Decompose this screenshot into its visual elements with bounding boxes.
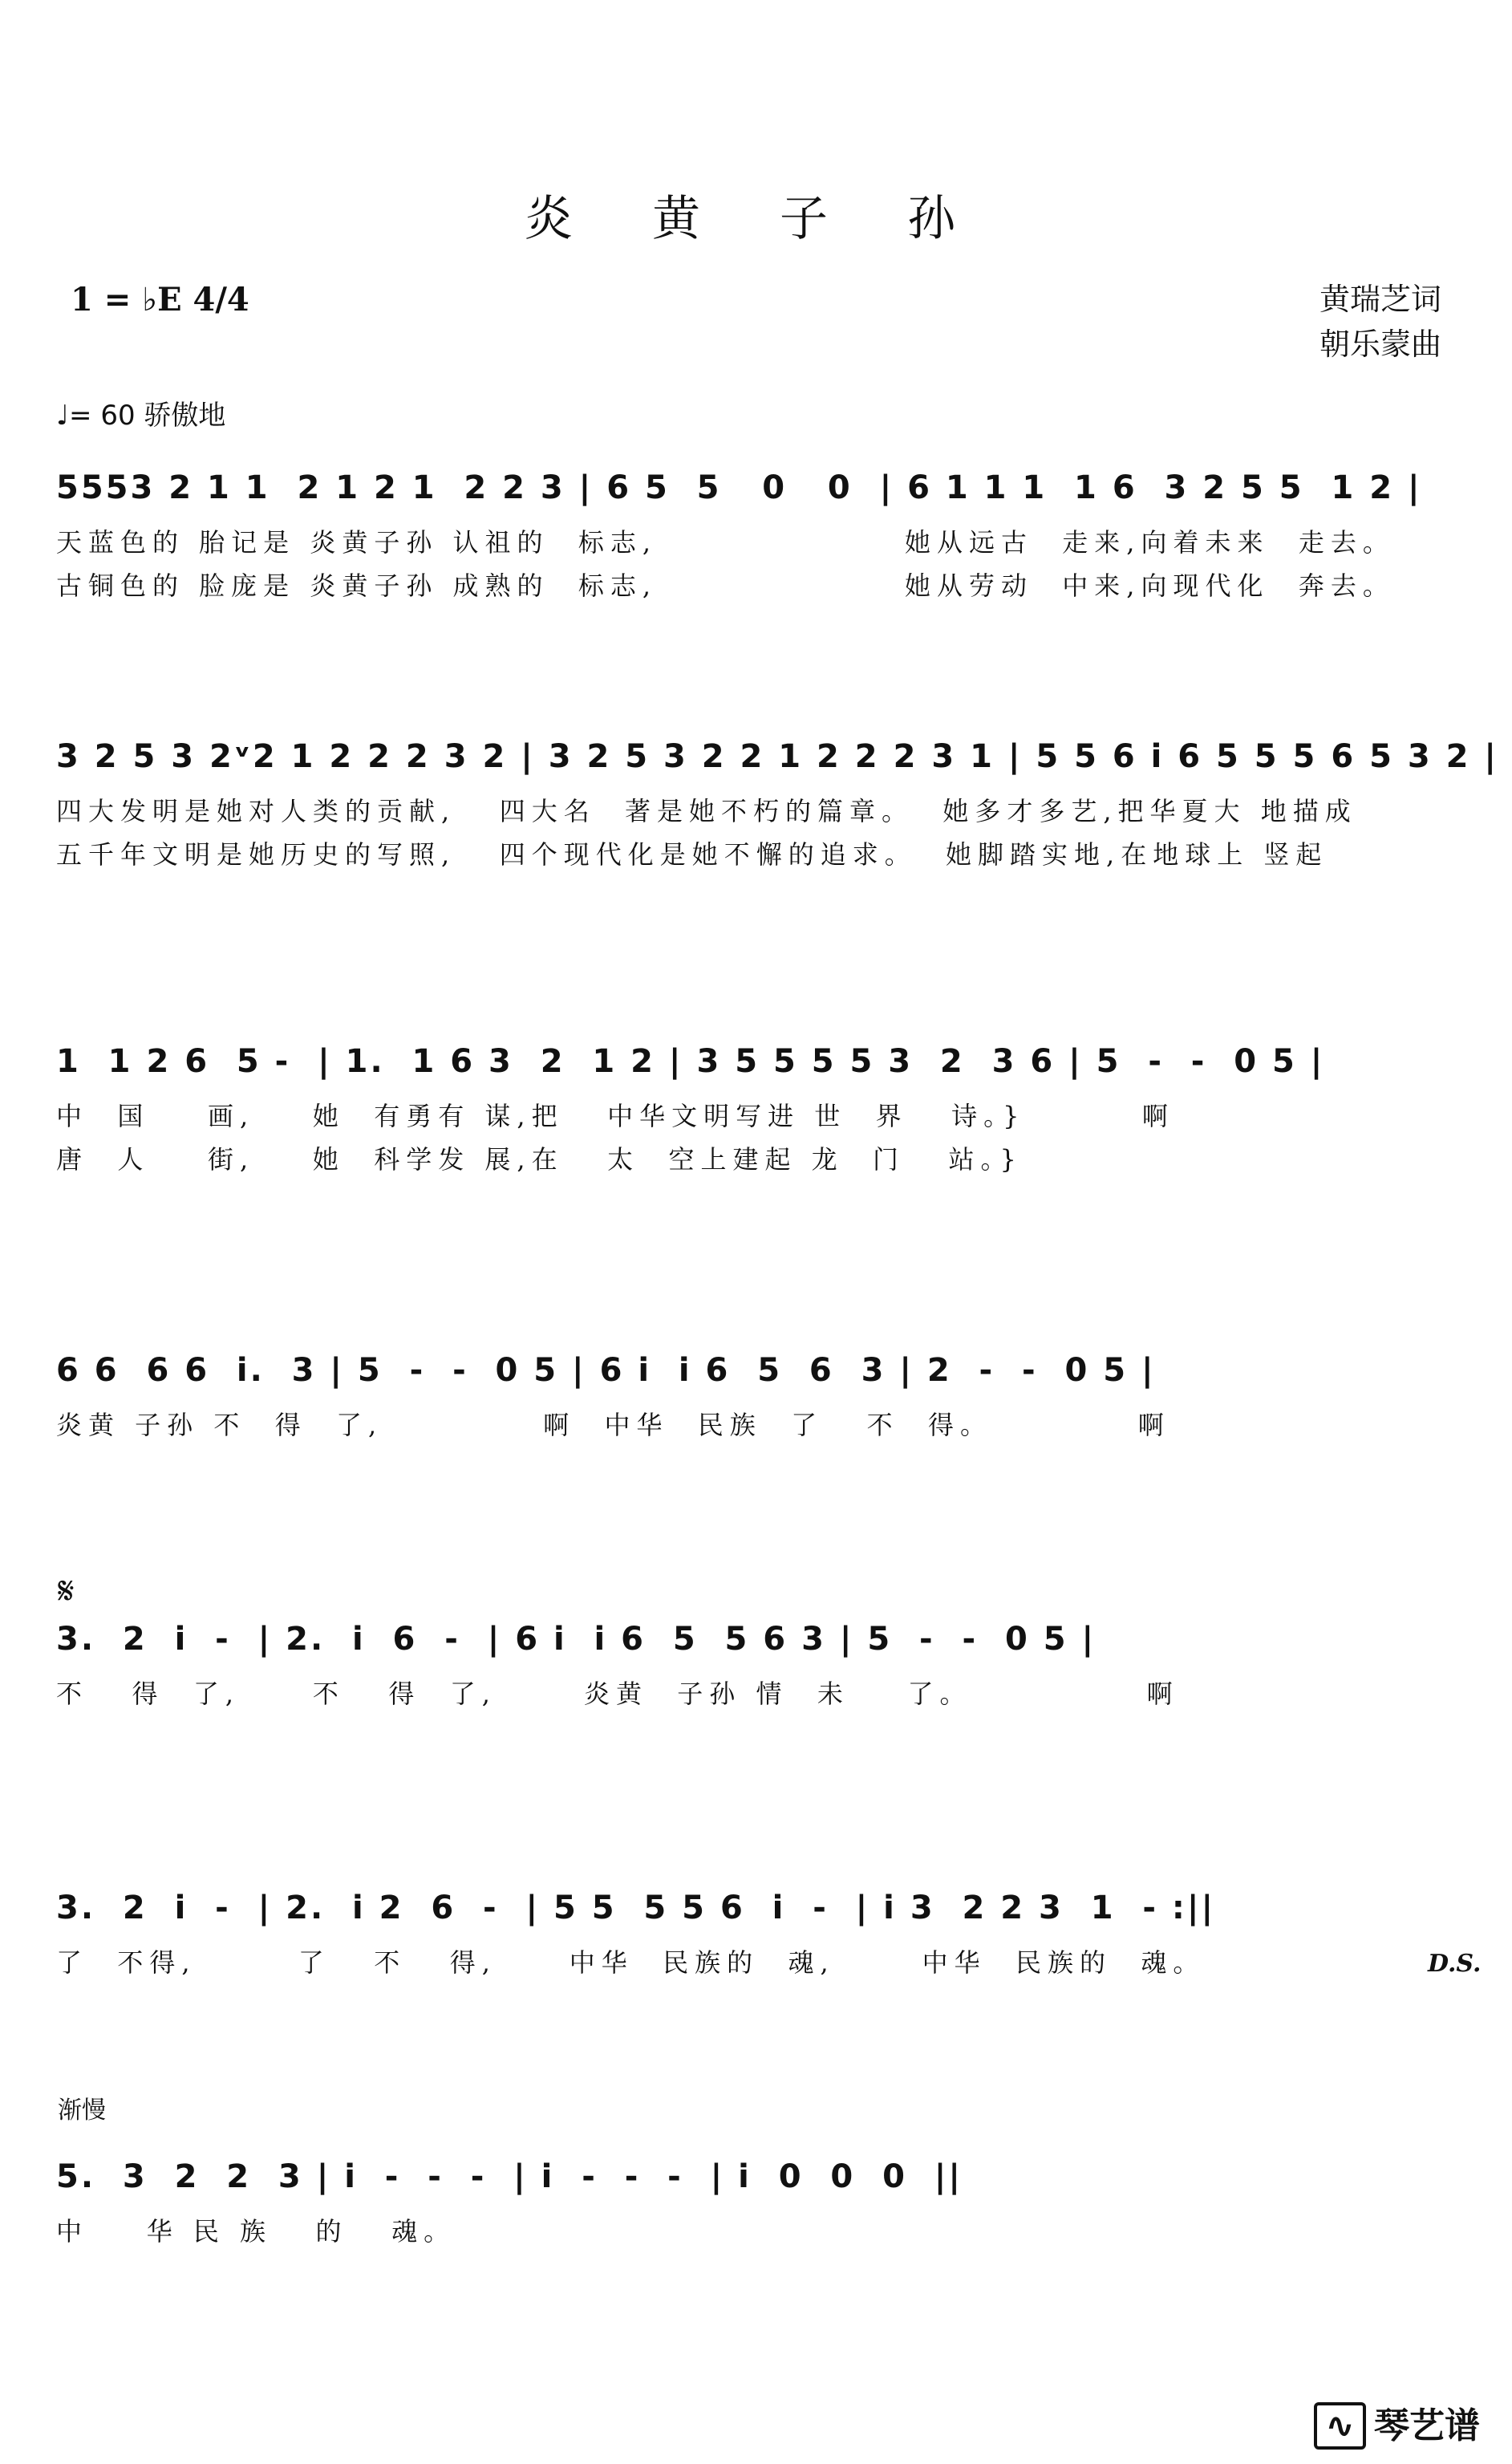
logo-mark-icon: ∿ [1314, 2402, 1366, 2450]
system-6 [56, 1890, 1452, 1979]
notes-line: 1 1 2 6 5 - | 1. 1 6 3 2 1 2 | 3 5 5 5 5 3 2 3 6 | 5 - - 0 5 | [56, 1043, 1325, 1080]
tempo-marking: ♩= 60 骄傲地 [56, 400, 226, 432]
notes-line: 5. 3 2 2 3 | i - - - | i - - - | i 0 0 0 || [56, 2158, 963, 2195]
system-7 [56, 2158, 1452, 2248]
composer-credit: 朝乐蒙曲 [1319, 327, 1441, 362]
notes-line: 6 6 6 6 i. 3 | 5 - - 0 5 | 6 i i 6 5 6 3 | 2 - - 0 5 | [56, 1352, 1156, 1389]
lyric-line-1: 炎黄 子孙 不 得 了, 啊 中华 民族 了 不 得。 啊 [56, 1410, 1170, 1440]
system-3 [56, 1043, 1452, 1176]
system-1 [56, 469, 1452, 603]
notes-line: 3. 2 i - | 2. i 2 6 - | 5 5 5 5 6 i - | i 3 2 2 3 1 - :|| [56, 1890, 1216, 1926]
system-2 [56, 738, 1498, 871]
lyric-line-1: 中 华 民 族 的 魂。 [56, 2216, 456, 2247]
notes-line: 3 2 5 3 2ᵛ2 1 2 2 2 3 2 | 3 2 5 3 2 2 1 2 2 2 3 1 | 5 5 6 i 6 5 5 5 6 5 3 2 | [56, 738, 1498, 775]
lyric-line-1: 不 得 了, 不 得 了, 炎黄 子孙 情 未 了。 啊 [56, 1679, 1179, 1709]
lyric-line-2: 唐 人 街, 她 科学发 展,在 太 空上建起 龙 门 站。} [56, 1144, 1023, 1175]
ds-marking: D.S. [1428, 1950, 1482, 1978]
segno-sign: 𝄋 [58, 1569, 75, 1614]
lyric-line-1: 天蓝色的 胎记是 炎黄子孙 认祖的 标志, 她从远古 走来,向着未来 走去。 [56, 527, 1395, 558]
lyric-line-2: 古铜色的 脸庞是 炎黄子孙 成熟的 标志, 她从劳动 中来,向现代化 奔去。 [56, 570, 1395, 601]
song-title: 炎 黄 子 孙 [524, 191, 988, 247]
lyric-line-1: 了 不得, 了 不 得, 中华 民族的 魂, 中华 民族的 魂。 [56, 1947, 1206, 1978]
notes-line: 5553 2 1 1 2 1 2 1 2 2 3 | 6 5 5 0 0 | 6 1 1 1 1 6 3 2 5 5 1 2 | [56, 469, 1422, 506]
credits [1319, 277, 1441, 367]
lyricist-credit: 黄瑞芝词 [1319, 282, 1441, 317]
notes-line: 3. 2 i - | 2. i 6 - | 6 i i 6 5 5 6 3 | 5 - - 0 5 | [56, 1621, 1097, 1658]
lyric-line-1: 四大发明是她对人类的贡献, 四大名 著是她不朽的篇章。 她多才多艺,把华夏大 地描成 [56, 796, 1357, 826]
brand-logo [1314, 2397, 1480, 2448]
key-signature: 1 = ♭E 4/4 [71, 281, 249, 319]
system-4 [56, 1352, 1452, 1442]
system-5 [56, 1621, 1452, 1711]
ritardando-label: 渐慢 [58, 2097, 106, 2125]
lyric-line-2: 五千年文明是她历史的写照, 四个现代化是她不懈的追求。 她脚踏实地,在地球上 竖起 [56, 839, 1328, 870]
logo-text: 琴艺谱 [1374, 2405, 1480, 2446]
lyric-line-1: 中 国 画, 她 有勇有 谋,把 中华文明写进 世 界 诗。} 啊 [56, 1101, 1174, 1131]
